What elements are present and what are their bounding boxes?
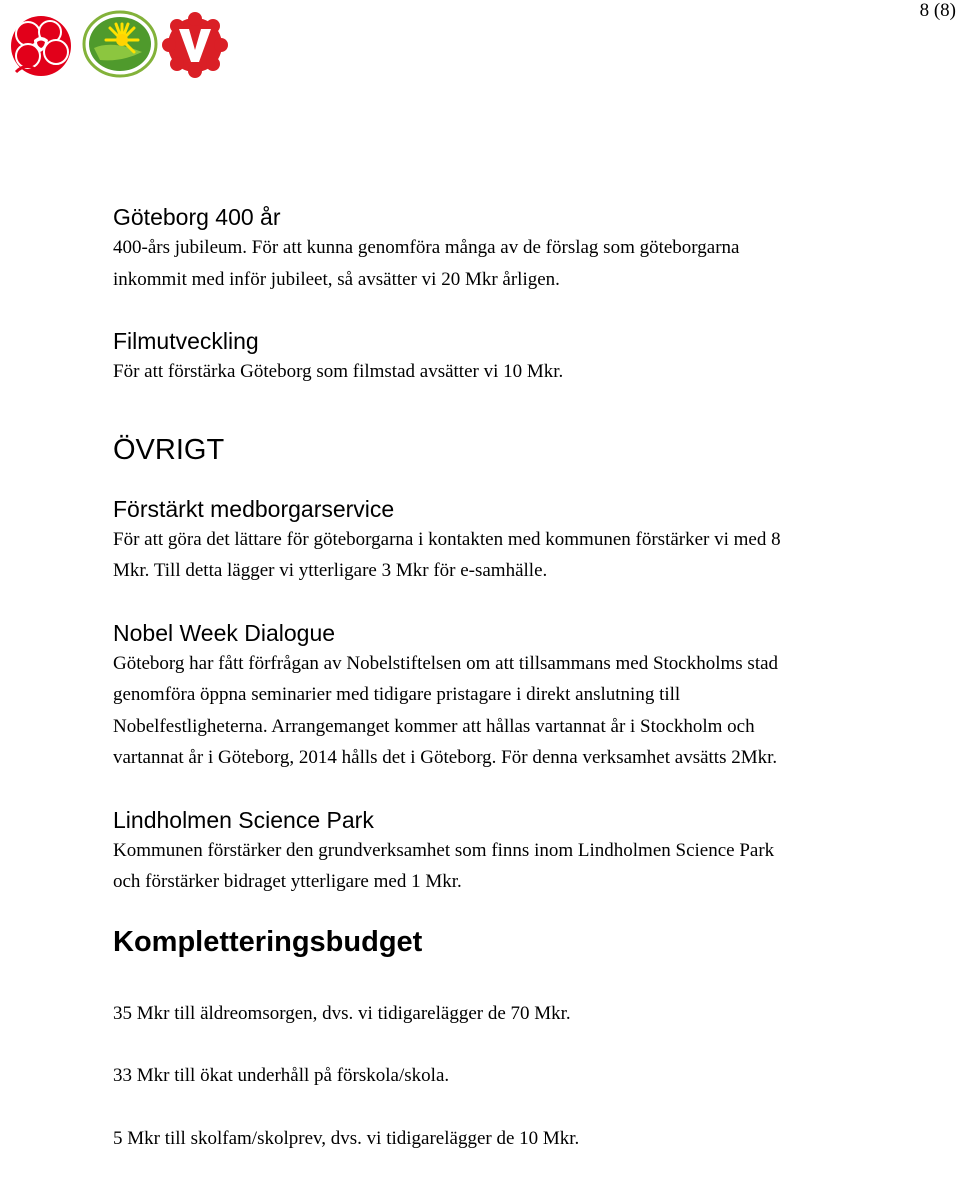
paragraph-line: 400-års jubileum. För att kunna genomföra många av de förslag som göteborgarna bbox=[113, 237, 740, 258]
paragraph-line: För att göra det lättare för göteborgarna i kontakten med kommunen förstärker vi med 8 bbox=[113, 528, 781, 550]
paragraph-line: och förstärker bidraget ytterligare med 1 Mkr. bbox=[113, 871, 462, 892]
paragraph-line: Mkr. Till detta lägger vi ytterligare 3 Mkr för e-samhälle. bbox=[113, 560, 548, 581]
section-filmutveckling bbox=[113, 326, 853, 388]
list-item: 33 Mkr till ökat underhåll på förskola/skola. bbox=[113, 1065, 450, 1086]
paragraph-line: För att förstärka Göteborg som filmstad avsätter vi 10 Mkr. bbox=[113, 361, 564, 382]
section-title-ovrigt: ÖVRIGT bbox=[113, 433, 225, 466]
section-heading: Lindholmen Science Park bbox=[113, 806, 374, 833]
section-nobel-week-dialogue bbox=[113, 618, 853, 774]
paragraph-line: genomföra öppna seminarier med tidigare pristagare i direkt anslutning till bbox=[113, 684, 681, 705]
section-goteborg-400 bbox=[113, 202, 853, 295]
list-item: 5 Mkr till skolfam/skolprev, dvs. vi tidigarelägger de 10 Mkr. bbox=[113, 1127, 580, 1149]
page-number: 8 (8) bbox=[919, 0, 956, 21]
socialdemokraterna-rose-logo bbox=[6, 10, 76, 80]
party-logos bbox=[6, 10, 236, 80]
section-medborgarservice bbox=[113, 494, 853, 587]
section-kompletteringsbudget bbox=[113, 924, 853, 1155]
section-heading: Filmutveckling bbox=[113, 328, 259, 354]
section-heading: Göteborg 400 år bbox=[113, 204, 281, 230]
miljopartiet-dandelion-logo bbox=[82, 10, 158, 78]
section-lindholmen bbox=[113, 805, 853, 898]
paragraph-line: Nobelfestligheterna. Arrangemanget kommer att hållas vartannat år i Stockholm och bbox=[113, 715, 755, 737]
document-body bbox=[113, 202, 853, 1154]
paragraph-line: vartannat år i Göteborg, 2014 hålls det i Göteborg. För denna verksamhet avsätts 2Mkr. bbox=[113, 747, 778, 768]
paragraph-line: inkommit med inför jubileet, så avsätter vi 20 Mkr årligen. bbox=[113, 268, 560, 290]
section-heading: Kompletteringsbudget bbox=[113, 925, 423, 958]
paragraph-line: Kommunen förstärker den grundverksamhet som finns inom Lindholmen Science Park bbox=[113, 839, 775, 861]
section-heading: Nobel Week Dialogue bbox=[113, 619, 336, 646]
list-item: 35 Mkr till äldreomsorgen, dvs. vi tidigarelägger de 70 Mkr. bbox=[113, 1002, 571, 1024]
section-heading: Förstärkt medborgarservice bbox=[113, 495, 395, 522]
vansterpartiet-v-logo bbox=[160, 10, 230, 80]
paragraph-line: Göteborg har fått förfrågan av Nobelstiftelsen om att tillsammans med Stockholms stad bbox=[113, 652, 779, 674]
